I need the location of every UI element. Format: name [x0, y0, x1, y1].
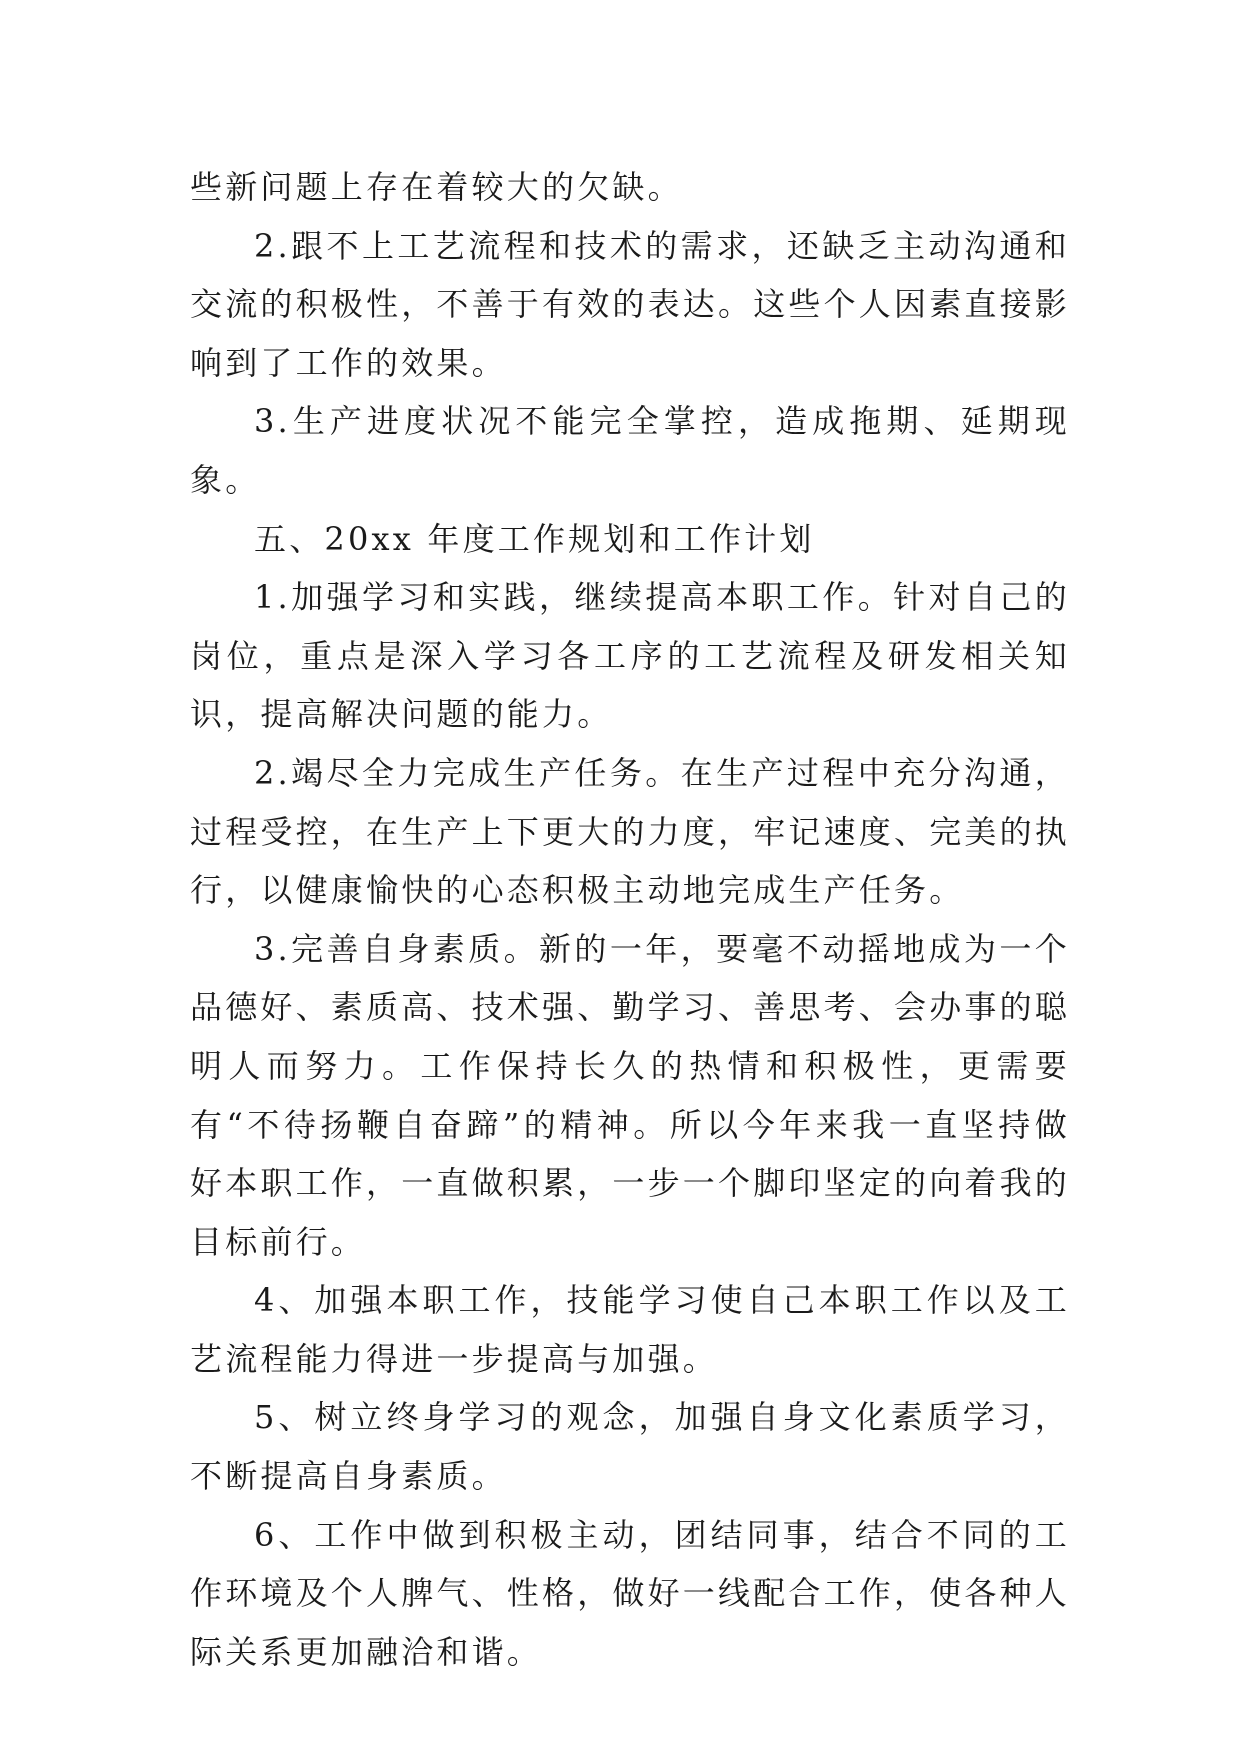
paragraph-continuation: 些新问题上存在着较大的欠缺。: [190, 168, 683, 206]
paragraph-plan-1: 1.加强学习和实践，继续提高本职工作。针对自己的岗位，重点是深入学习各工序的工艺流程及研发相关知识，提高解决问题的能力。: [190, 578, 1070, 734]
section-heading-five: 五、20xx 年度工作规划和工作计划: [254, 519, 815, 558]
paragraph-plan-2: 2.竭尽全力完成生产任务。在生产过程中充分沟通，过程受控，在生产上下更大的力度，牢记速度、完美的执行，以健康愉快的心态积极主动地完成生产任务。: [190, 753, 1071, 910]
paragraph-item-3-schedule: 3.生产进度状况不能完全掌控，造成拖期、延期现象。: [190, 402, 1070, 499]
document-body: [190, 158, 1070, 1681]
paragraph-item-2-process: 2.跟不上工艺流程和技术的需求，还缺乏主动沟通和交流的积极性，不善于有效的表达。这些个人因素直接影响到了工作的效果。: [190, 226, 1071, 382]
paragraph-plan-3: 3.完善自身素质。新的一年，要毫不动摇地成为一个品德好、素质高、技术强、勤学习、善思考、会办事的聪明人而努力。工作保持长久的热情和积极性，更需要有“不待扬鞭自奋蹄”的精神。所以今年来我一直坚持做好本职工作，一直做积累，一步一个脚印坚定的向着我的目标前行。: [190, 929, 1071, 1261]
paragraph-plan-5: 5、树立终身学习的观念，加强自身文化素质学习，不断提高自身素质。: [190, 1398, 1070, 1496]
paragraph-plan-4: 4、加强本职工作，技能学习使自己本职工作以及工艺流程能力得进一步提高与加强。: [190, 1281, 1070, 1378]
paragraph-plan-6: 6、工作中做到积极主动，团结同事，结合不同的工作环境及个人脾气、性格，做好一线配合工作，使各种人际关系更加融洽和谐。: [190, 1515, 1071, 1671]
